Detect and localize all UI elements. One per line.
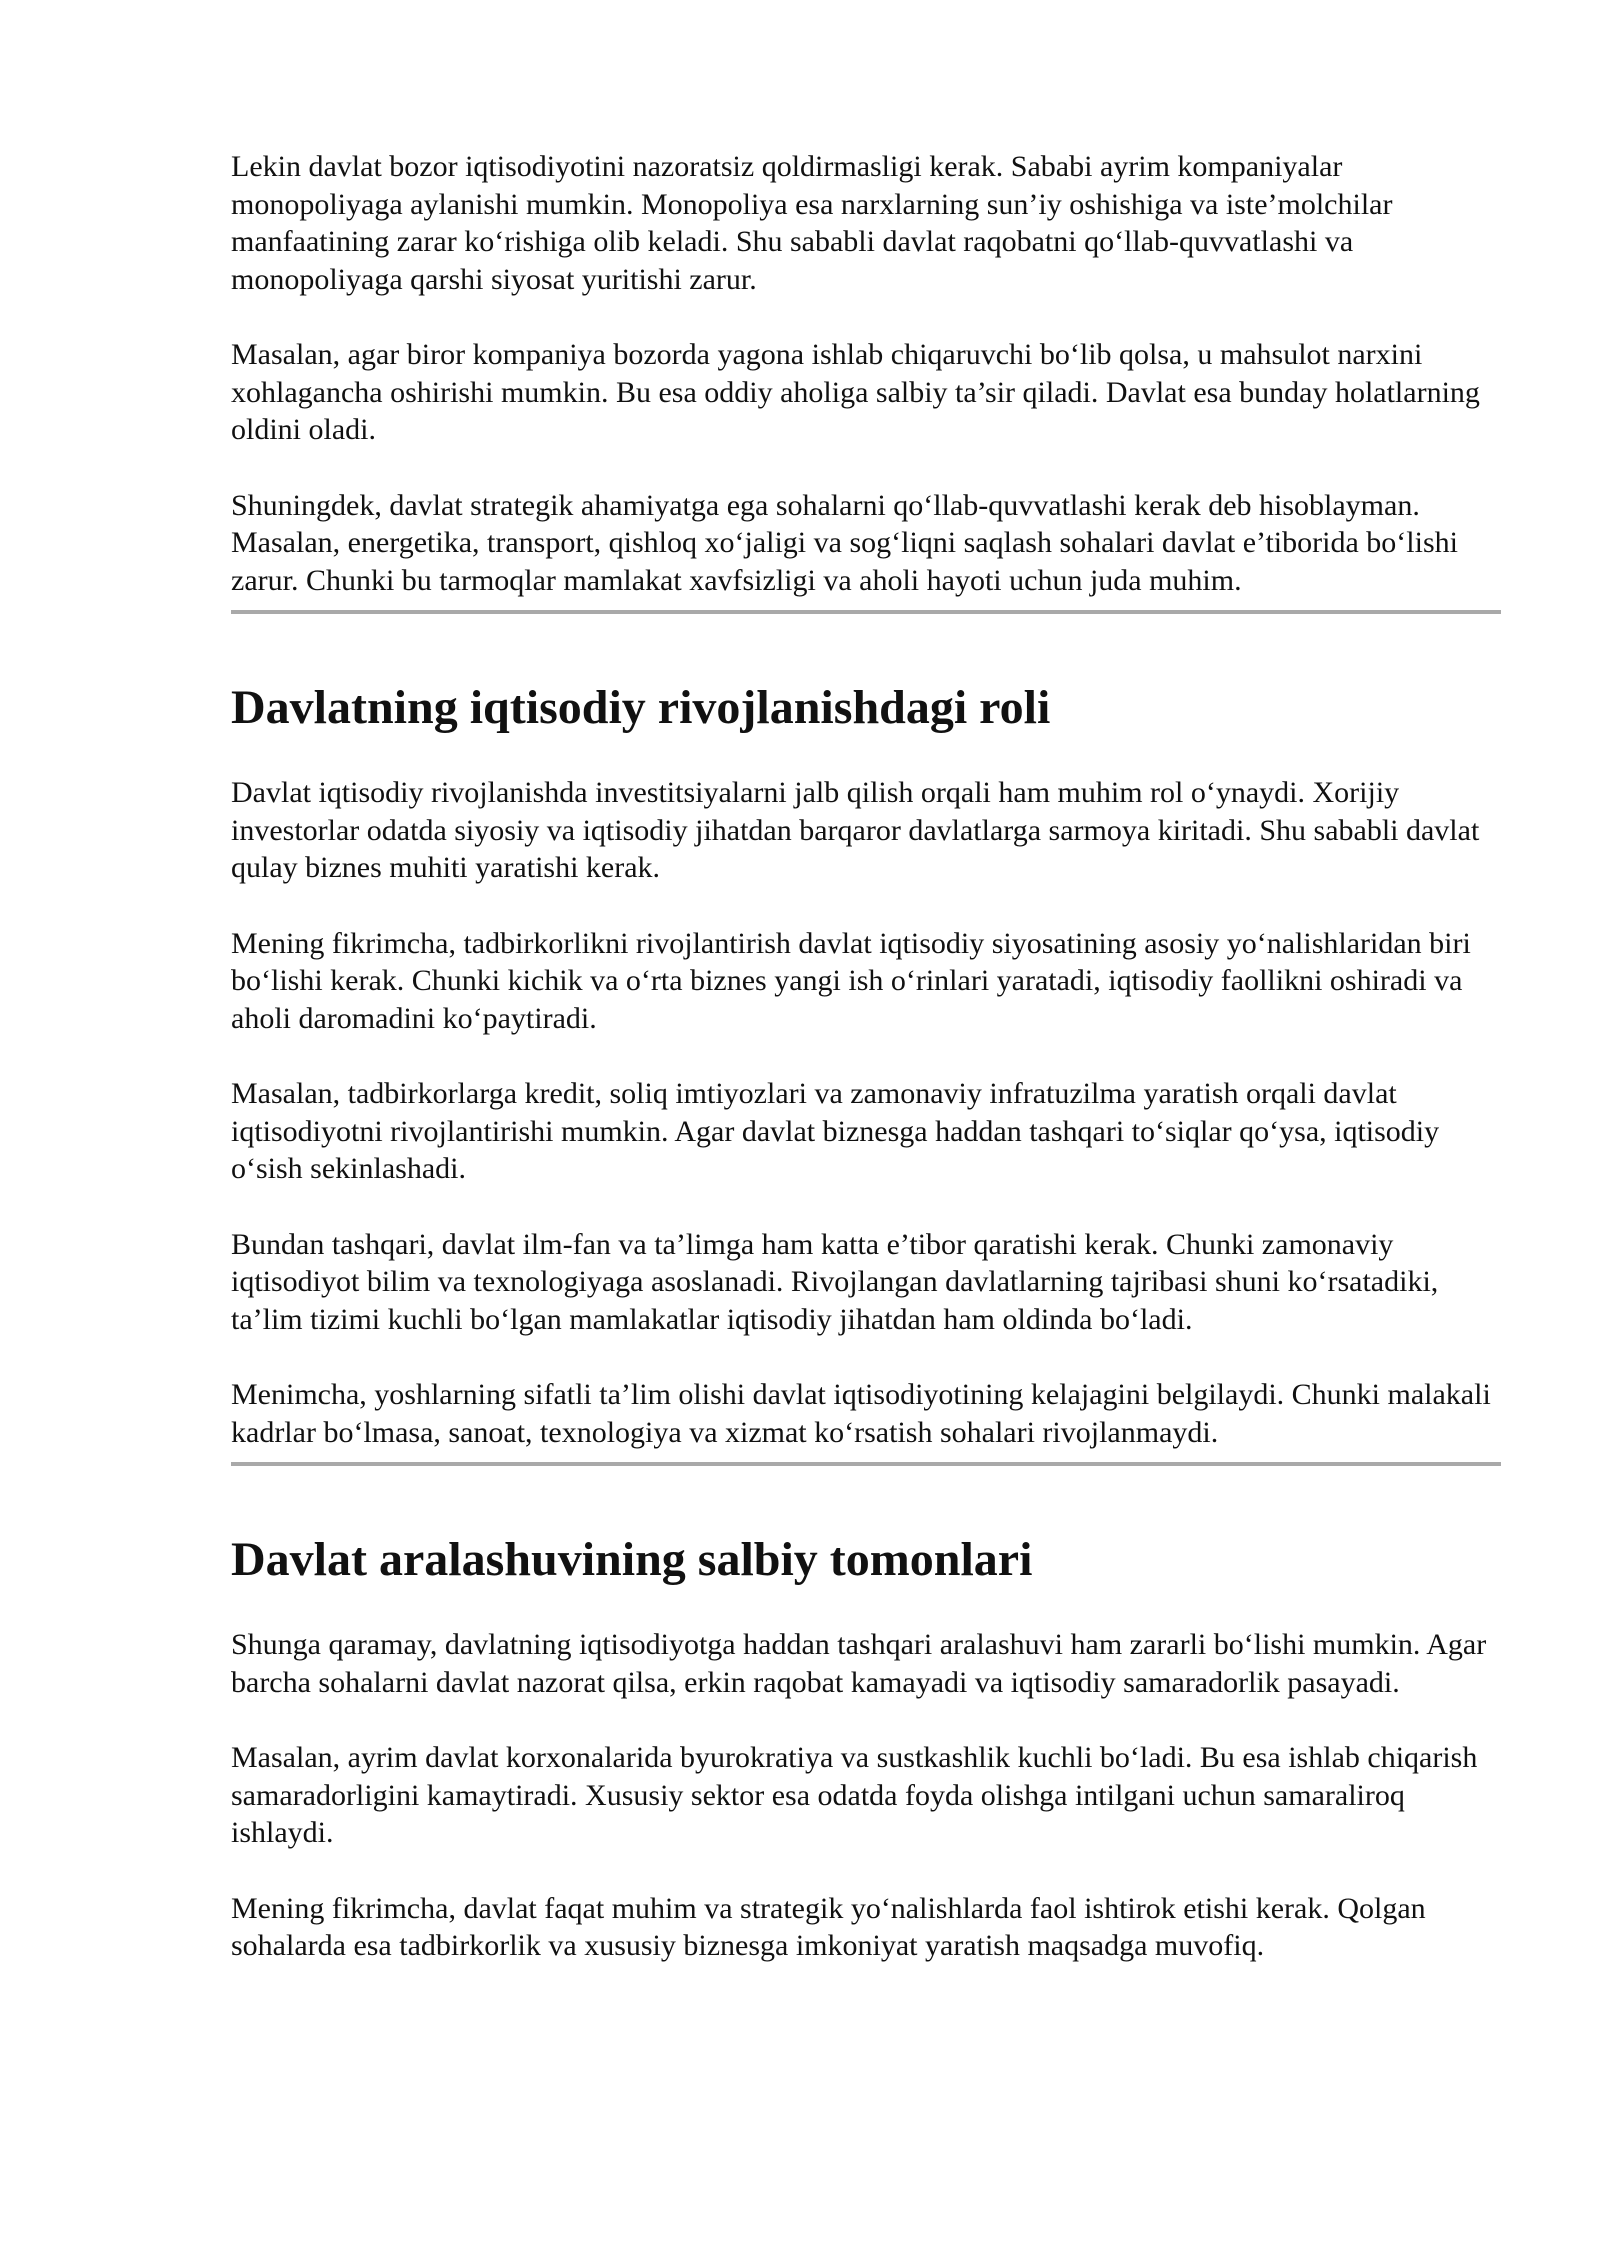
section-divider — [231, 1462, 1501, 1466]
paragraph: Mening fikrimcha, tadbirkorlikni rivojlantirish davlat iqtisodiy siyosatining asosiy yo‘nalishlaridan biri bo‘lishi kerak. Chunki kichik va o‘rta biznes yangi ish o‘rinlari yaratadi, iqtisodiy faollikni oshiradi va aholi daromadini ko‘paytiradi. — [231, 926, 1471, 1035]
paragraph: Mening fikrimcha, davlat faqat muhim va strategik yo‘nalishlarda faol ishtirok etishi kerak. Qolgan sohalarda esa tadbirkorlik va xususiy biznesga imkoniyat yaratish maqsadga muvofiq. — [231, 1891, 1426, 1962]
section-economic-development — [231, 680, 1501, 1451]
section-heading: Davlatning iqtisodiy rivojlanishdagi roli — [231, 681, 1051, 734]
paragraph: Masalan, agar biror kompaniya bozorda yagona ishlab chiqaruvchi bo‘lib qolsa, u mahsulot narxini xohlagancha oshirishi mumkin. Bu esa oddiy aholiga salbiy ta’sir qiladi. Davlat esa bunday holatlarning oldini oladi. — [231, 338, 1480, 446]
paragraph: Masalan, tadbirkorlarga kredit, soliq imtiyozlari va zamonaviy infratuzilma yaratish orqali davlat iqtisodiyotni rivojlantirishi mumkin. Agar davlat biznesga haddan tashqari to‘siqlar qo‘ysa, iqtisodiy o‘sish sekinlashadi. — [231, 1077, 1440, 1185]
section-heading: Davlat aralashuvining salbiy tomonlari — [231, 1533, 1033, 1586]
document-page — [231, 148, 1501, 1965]
paragraph: Davlat iqtisodiy rivojlanishda investitsiyalarni jalb qilish orqali ham muhim rol o‘ynaydi. Xorijiy investorlar odatda siyosiy va iqtisodiy jihatdan barqaror davlatlarga sarmoya kiritadi. Shu sababli davlat qulay biznes muhiti yaratishi kerak. — [231, 776, 1480, 884]
section-divider — [231, 610, 1501, 614]
paragraph: Bundan tashqari, davlat ilm-fan va ta’limga ham katta e’tibor qaratishi kerak. Chunki zamonaviy iqtisodiyot bilim va texnologiyaga asoslanadi. Rivojlangan davlatlarning tajribasi shuni ko‘rsatadiki, ta’lim tizimi kuchli bo‘lgan mamlakatlar iqtisodiy jihatdan ham oldinda bo‘ladi. — [231, 1227, 1439, 1336]
paragraph: Shunga qaramay, davlatning iqtisodiyotga haddan tashqari aralashuvi ham zararli bo‘lishi mumkin. Agar barcha sohalarni davlat nazorat qilsa, erkin raqobat kamayadi va iqtisodiy samaradorlik pasayadi. — [231, 1628, 1487, 1699]
paragraph: Lekin davlat bozor iqtisodiyotini nazoratsiz qoldirmasligi kerak. Sababi ayrim kompaniyalar monopoliyaga aylanishi mumkin. Monopoliya esa narxlarning sun’iy oshishiga va iste’molchilar manfaatining zarar ko‘rishiga olib keladi. Shu sababli davlat raqobatni qo‘llab-quvvatlashi va monopoliyaga qarshi siyosat yuritishi zarur. — [231, 150, 1393, 296]
paragraph: Shuningdek, davlat strategik ahamiyatga ega sohalarni qo‘llab-quvvatlashi kerak deb hisoblayman. Masalan, energetika, transport, qishloq xo‘jaligi va sog‘liqni saqlash sohalari davlat e’tiborida bo‘lishi zarur. Chunki bu tarmoqlar mamlakat xavfsizligi va aholi hayoti uchun juda muhim. — [231, 488, 1458, 597]
paragraph: Menimcha, yoshlarning sifatli ta’lim olishi davlat iqtisodiyotining kelajagini belgilaydi. Chunki malakali kadrlar bo‘lmasa, sanoat, texnologiya va xizmat ko‘rsatish sohalari rivojlanmaydi. — [231, 1378, 1491, 1449]
section-negative-sides — [231, 1532, 1501, 1965]
paragraph: Masalan, ayrim davlat korxonalarida byurokratiya va sustkashlik kuchli bo‘ladi. Bu esa ishlab chiqarish samaradorligini kamaytiradi. Xususiy sektor esa odatda foyda olishga intilgani uchun samaraliroq ishlaydi. — [231, 1741, 1478, 1849]
section-monopoly — [231, 148, 1501, 599]
